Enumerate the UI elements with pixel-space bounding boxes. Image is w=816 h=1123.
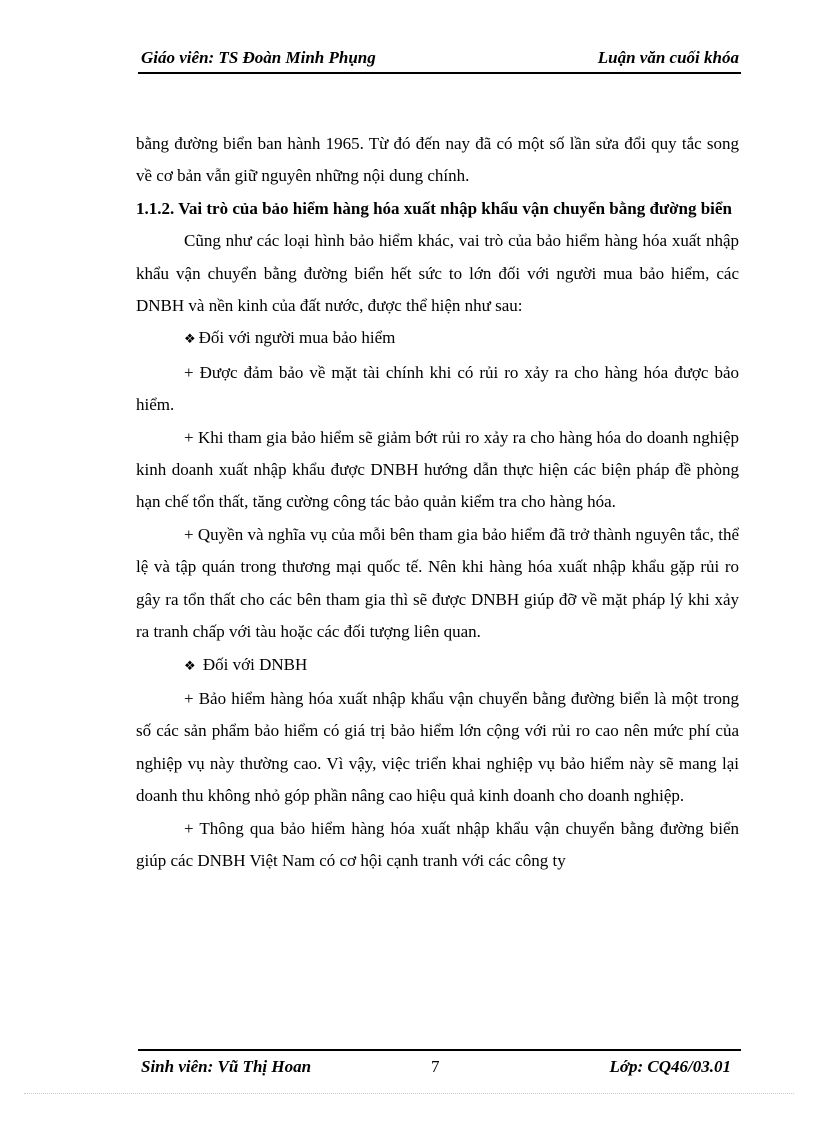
footer-class: Lớp: CQ46/03.01	[609, 1057, 731, 1076]
header-document-type: Luận văn cuối khóa	[597, 48, 739, 67]
page-header	[138, 46, 741, 74]
paragraph-continuation: bằng đường biển ban hành 1965. Từ đó đến nay đã có một số lần sửa đổi quy tắc song về cơ bản vẫn giữ nguyên những nội dung chính.	[136, 134, 739, 186]
page-content	[136, 128, 739, 877]
bullet-insurer	[136, 649, 739, 683]
paragraph-risk-reduction: + Khi tham gia bảo hiểm sẽ giảm bớt rủi ro xảy ra cho hàng hóa do doanh nghiệp kinh doanh xuất nhập khẩu được DNBH hướng dẫn thực hiện các biện pháp đề phòng hạn chế tổn thất, tăng cường công tác bảo quản kiểm tra cho hàng hóa.	[136, 427, 739, 512]
diamond-bullet-icon: ❖	[184, 658, 196, 674]
page-number: 7	[431, 1057, 440, 1076]
section-heading: 1.1.2. Vai trò của bảo hiểm hàng hóa xuất nhập khẩu vận chuyển bằng đường biển	[136, 198, 732, 218]
bullet-insurer-label: Đối với DNBH	[202, 654, 308, 674]
paragraph-intro: Cũng như các loại hình bảo hiểm khác, vai trò của bảo hiểm hàng hóa xuất nhập khẩu vận chuyển bằng đường biển hết sức to lớn đối với người mua bảo hiểm, các DNBH và nền kinh của đất nước, được thể hiện như sau:	[136, 231, 739, 316]
paragraph-revenue: + Bảo hiểm hàng hóa xuất nhập khẩu vận chuyển bằng đường biển là một trong số các sản phẩm bảo hiểm có giá trị bảo hiểm lớn cộng với rủi ro cao nên mức phí của nghiệp vụ này thường cao. Vì vậy, việc triển khai nghiệp vụ bảo hiểm này sẽ mang lại doanh thu không nhỏ góp phần nâng cao hiệu quả kinh doanh cho doanh nghiệp.	[136, 688, 739, 806]
page-bottom-divider	[24, 1093, 794, 1094]
paragraph-financial: + Được đảm bảo về mặt tài chính khi có rủi ro xảy ra cho hàng hóa được bảo hiểm.	[136, 362, 739, 415]
paragraph-rights: + Quyền và nghĩa vụ của mỗi bên tham gia bảo hiểm đã trở thành nguyên tắc, thể lệ và tập quán trong thương mại quốc tế. Nên khi hàng hóa xuất nhập khẩu gặp rủi ro gây ra tổn thất cho các bên tham gia thì sẽ được DNBH giúp đỡ về mặt pháp lý khi xảy ra tranh chấp với tàu hoặc các đối tượng liên quan.	[136, 524, 739, 642]
page-footer	[138, 1049, 741, 1081]
header-teacher: Giáo viên: TS Đoàn Minh Phụng	[141, 48, 376, 67]
paragraph-competition: + Thông qua bảo hiểm hàng hóa xuất nhập khẩu vận chuyển bằng đường biển giúp các DNBH Việt Nam có cơ hội cạnh tranh với các công ty	[136, 818, 739, 870]
bullet-buyer-label: Đối với người mua bảo hiểm	[198, 328, 396, 348]
diamond-bullet-icon: ❖	[184, 332, 196, 348]
footer-student: Sinh viên: Vũ Thị Hoan	[141, 1057, 312, 1076]
bullet-buyer	[136, 322, 739, 356]
